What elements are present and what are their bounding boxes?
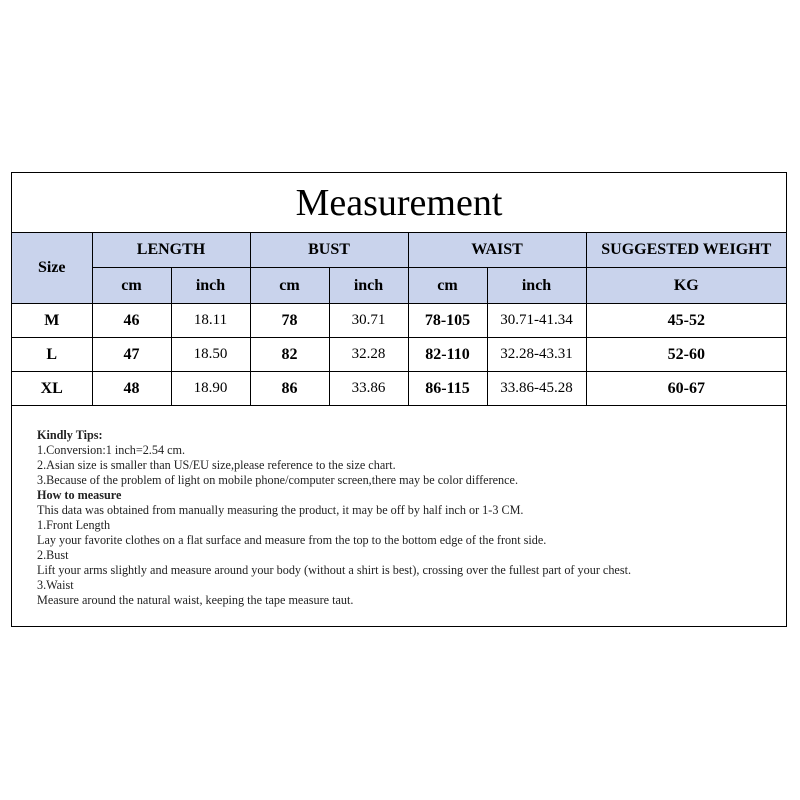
table-row bbox=[12, 338, 786, 372]
waist-text: Measure around the natural waist, keeping the tape measure taut. bbox=[37, 593, 354, 607]
page-title: Measurement bbox=[295, 181, 503, 224]
waist-inch-cell: 30.71-41.34 bbox=[487, 304, 586, 338]
unit-cell: inch bbox=[329, 268, 408, 304]
weight-cell: 60-67 bbox=[586, 372, 786, 406]
tips-section bbox=[37, 428, 787, 608]
size-header: Size bbox=[12, 233, 92, 304]
tips-heading: Kindly Tips: bbox=[37, 428, 103, 442]
waist-inch-cell: 32.28-43.31 bbox=[487, 338, 586, 372]
unit-cell: KG bbox=[586, 268, 786, 304]
size-chart-frame bbox=[11, 172, 787, 627]
length-inch-cell: 18.90 bbox=[171, 372, 250, 406]
size-cell: M bbox=[12, 304, 92, 338]
table-row bbox=[12, 372, 786, 406]
weight-cell: 45-52 bbox=[586, 304, 786, 338]
bust-cm-cell: 78 bbox=[250, 304, 329, 338]
length-cm-cell: 46 bbox=[92, 304, 171, 338]
bust-text: Lift your arms slightly and measure around your body (without a shirt is best), crossing over the fullest part of your chest. bbox=[37, 563, 632, 577]
length-inch-cell: 18.50 bbox=[171, 338, 250, 372]
size-cell: XL bbox=[12, 372, 92, 406]
bust-inch-cell: 33.86 bbox=[329, 372, 408, 406]
unit-cell: inch bbox=[171, 268, 250, 304]
weight-cell: 52-60 bbox=[586, 338, 786, 372]
bust-cm-cell: 86 bbox=[250, 372, 329, 406]
unit-cell: cm bbox=[408, 268, 487, 304]
unit-cell: cm bbox=[250, 268, 329, 304]
length-cm-cell: 47 bbox=[92, 338, 171, 372]
unit-cell: inch bbox=[487, 268, 586, 304]
tip-item: 2.Asian size is smaller than US/EU size,please reference to the size chart. bbox=[37, 458, 396, 472]
front-length-title: 1.Front Length bbox=[37, 518, 111, 532]
how-intro: This data was obtained from manually measuring the product, it may be off by half inch or 1-3 CM. bbox=[37, 503, 524, 517]
length-header: LENGTH bbox=[92, 233, 250, 268]
waist-header: WAIST bbox=[408, 233, 586, 268]
waist-title: 3.Waist bbox=[37, 578, 74, 592]
bust-cm-cell: 82 bbox=[250, 338, 329, 372]
table-row bbox=[12, 304, 786, 338]
header-row-groups bbox=[12, 233, 786, 268]
bust-inch-cell: 32.28 bbox=[329, 338, 408, 372]
length-cm-cell: 48 bbox=[92, 372, 171, 406]
waist-inch-cell: 33.86-45.28 bbox=[487, 372, 586, 406]
size-table bbox=[12, 232, 786, 406]
front-length-text: Lay your favorite clothes on a flat surface and measure from the top to the bottom edge of the front side. bbox=[37, 533, 547, 547]
bust-inch-cell: 30.71 bbox=[329, 304, 408, 338]
header-row-units bbox=[12, 268, 786, 304]
length-inch-cell: 18.11 bbox=[171, 304, 250, 338]
tip-item: 1.Conversion:1 inch=2.54 cm. bbox=[37, 443, 186, 457]
how-to-measure-heading: How to measure bbox=[37, 488, 122, 502]
bust-title: 2.Bust bbox=[37, 548, 69, 562]
size-cell: L bbox=[12, 338, 92, 372]
waist-cm-cell: 78-105 bbox=[408, 304, 487, 338]
weight-header: SUGGESTED WEIGHT bbox=[586, 233, 786, 268]
waist-cm-cell: 86-115 bbox=[408, 372, 487, 406]
unit-cell: cm bbox=[92, 268, 171, 304]
waist-cm-cell: 82-110 bbox=[408, 338, 487, 372]
tip-item: 3.Because of the problem of light on mobile phone/computer screen,there may be color difference. bbox=[37, 473, 519, 487]
bust-header: BUST bbox=[250, 233, 408, 268]
